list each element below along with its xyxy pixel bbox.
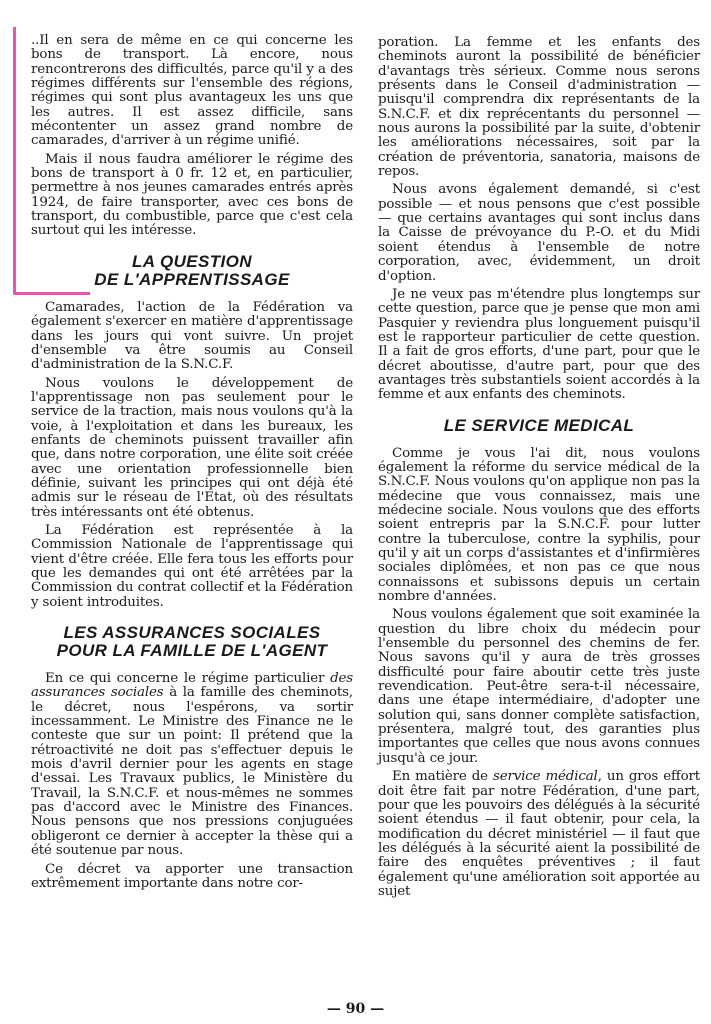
paragraph-delegues-securite: En matière de service médical, un gros effort doit être fait par notre Fédération, d'une part, pour que les pouvoirs des délégués à la sécurité soient étendus — il faut obtenir, pour cela, la modification du décret ministériel — il faut que les délégués à la sécurité aient la possibilité de faire des enquêtes préventives ; il faut également qu'une amélioration soit apportée au sujet [378, 769, 700, 899]
paragraph-ameliorer-regime: Mais il nous faudra améliorer le régime des bons de transport à 0 fr. 12 et, en particulier, permettre à nos jeunes camarades entrés après 1924, de faire transporter, avec ces bons de transport, du combustible, parce que c'est cela surtout qui les intéresse. [31, 151, 353, 239]
heading-assurances-sociales: LES ASSURANCES SOCIALES POUR LA FAMILLE DE L'AGENT [56, 623, 328, 661]
paragraph-pasquier: Je ne veux pas m'étendre plus longtemps sur cette question, parce que je pense que mon ami Pasquier y reviendra plus longuement puisqu'il est le rapporteur particulier de cette question. Il a fait de gros efforts, d'une part, pour que le décret aboutisse, d'autre part, pour que des avantages très substantiels soient accordés à la femme et aux enfants des cheminots. [378, 286, 700, 403]
paragraph-bons-de-transport: ..Il en sera de même en ce qui concerne les bons de transport. Là encore, nous rencontrerons des difficultés, parce qu'il y a des régimes différents sur l'ensemble des régions, régimes qui sont plus avantageux les uns que les autres. Il est assez difficile, sans mécontenter un assez grand nombre de camarades, d'arriver à un régime unifié. [31, 33, 353, 149]
paragraph-decret-transaction: Ce décret va apporter une transaction extrêmement importante dans notre cor- [31, 861, 353, 891]
paragraph-regime-particulier: En ce qui concerne le régime particulier des assurances sociales à la famille des cheminots, le décret, nous l'espérons, va sortir incessamment. Le Ministre des Finance ne le conteste que sur un point: Il prétend que la rétroactivité ne doit pas s'effectuer depuis le mois d'avril dernier pour les agents en stage d'essai. Les Travaux publics, le Ministère du Travail, la S.N.C.F. et nous-mêmes ne sommes pas d'accord avec le Ministre des Finances. Nous pensons que nos pressions conjuguées obligeront ce dernier à accepter la thèse qui a été soutenue par nous. [31, 671, 353, 859]
paragraph-libre-choix-medecin: Nous voulons également que soit examinée la question du libre choix du médecin pour l'ensemble du personnel des chemins de fer. Nous savons qu'il y aura de très grosses disfficulté pour faire aboutir cette très juste revendication. Peut-être sera-t-il nécessaire, dans une étape intermédiaire, d'adopter une solution qui, sans donner complète satisfaction, présentera, malgré tout, des garanties plus importantes que celles que nous avons connues jusqu'à ce jour. [378, 607, 700, 766]
paragraph-commission-nationale: La Fédération est représentée à la Commission Nationale de l'apprentissage qui vient d'être créée. Elle fera tous les efforts pour que les demandes qui ont été arrêtées par la Commission du contrat collectif et la Fédération y soient introduites. [31, 522, 353, 610]
paragraph-reforme-service-medical: Comme je vous l'ai dit, nous voulons également la réforme du service médical de la S.N.C.F. Nous voulons qu'on applique non pas la médecine que vous connaissez, mais une médecine sociale. Nous voulons que des efforts soient entrepris par la S.N.C.F. pour lutter contre la tuberculose, contre la syphilis, pour qu'il y ait un corps d'assistantes et d'infirmières sociales diplômées, et non pas ce que nous connaissons et subissons depuis un certain nombre d'années. [378, 445, 700, 605]
paragraph-developpement-apprentissage: Nous voulons le développement de l'apprentissage non pas seulement pour le service de la traction, mais nous voulons qu'à la voie, à l'exploitation et dans les bureaux, les enfants de cheminots puissent travailler afin que, dans notre corporation, une élite soit créée avec une orientation professionnelle bien définie, suivant les principes qui ont déjà été admis sur le réseau de l'Etat, où des résultats très intéressants ont été obtenus. [31, 375, 353, 520]
paragraph-femme-enfants: poration. La femme et les enfants des cheminots auront la possibilité de bénéficier d'avantags très sérieux. Comme nous serons présents dans le Conseil d'administration — puisqu'il comprendra dix représentants de la S.N.C.F. et dix reprécentants du personnel — nous aurons la possibilité par la suite, d'obtenir les améliorations nécessaires, soit par la création de préventoria, sanatoria, maisons de repos. [378, 35, 700, 180]
right-column [378, 36, 700, 903]
heading-question-apprentissage: LA QUESTION DE L'APPRENTISSAGE [94, 251, 290, 289]
paragraph-caisse-prevoyance: Nous avons également demandé, si c'est possible — et nous pensons que c'est possible — que certains avantages qui sont inclus dans la Caisse de prévoyance du P.-O. et du Midi soient étendus à l'ensemble de notre corporation, avec, évidemment, un droit d'option. [378, 182, 700, 284]
left-column [31, 34, 353, 895]
paragraph-action-federation: Camarades, l'action de la Fédération va également s'exercer en matière d'apprentissage dans les jours qui vont suivre. Un projet d'ensemble va être soumis au Conseil d'administration de la S.N.C.F. [31, 299, 353, 373]
page-number: — 90 — [326, 1001, 385, 1017]
heading-service-medical: LE SERVICE MEDICAL [443, 415, 635, 435]
